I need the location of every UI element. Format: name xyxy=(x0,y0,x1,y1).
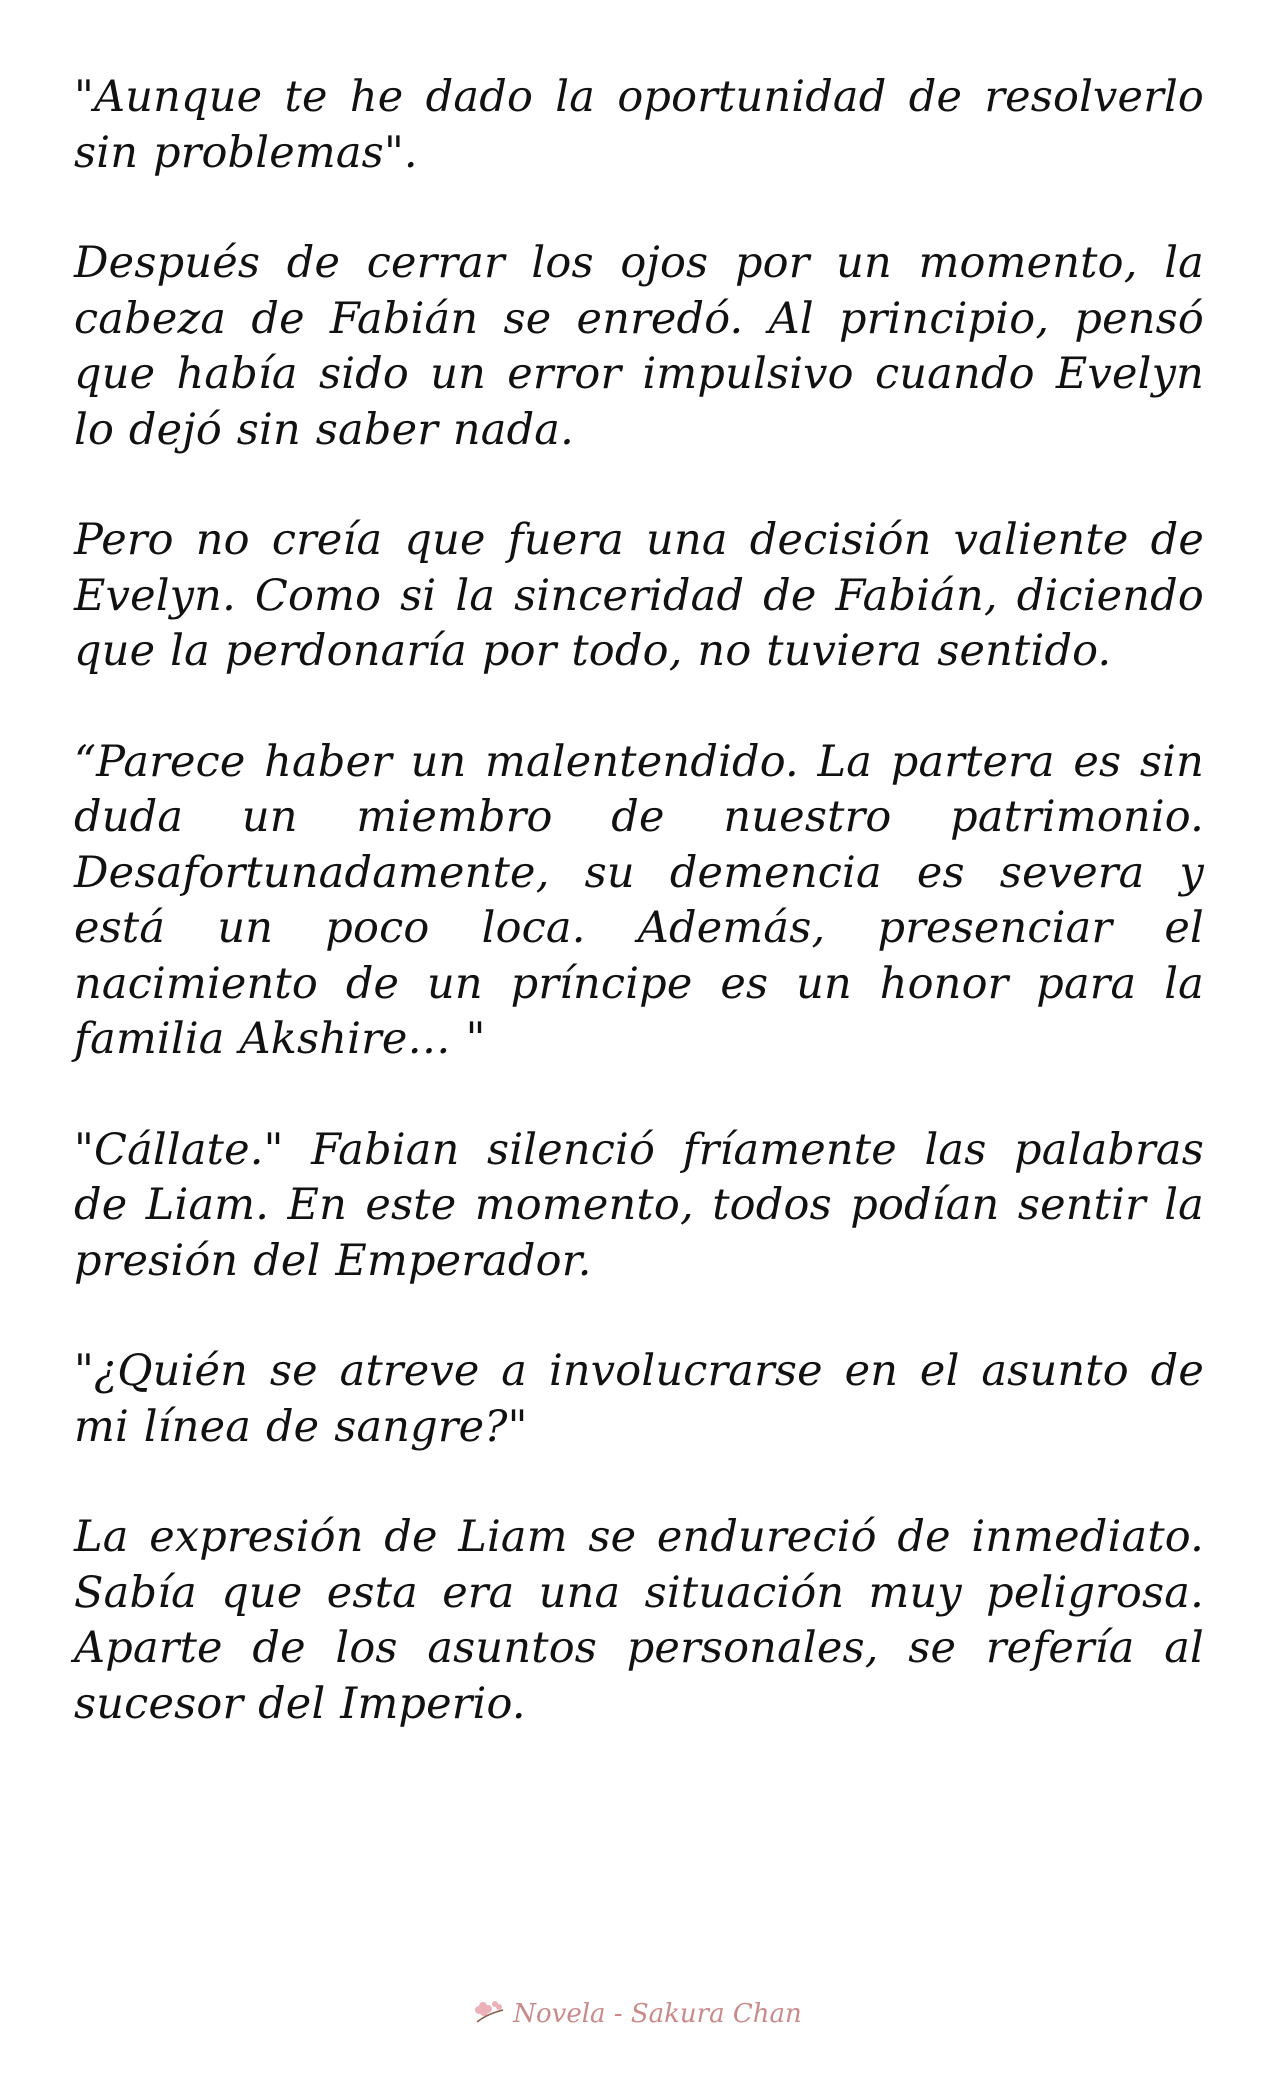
paragraph-4: “Parece haber un malentendido. La partera es sin duda un miembro de nuestro patrimonio. Desafortunadamente, su demencia es severa y está un poco loca. Además, presenciar el nacimiento de un príncipe es un honor para la familia Akshire… " xyxy=(74,736,1204,1064)
paragraph-1: "Aunque te he dado la oportunidad de resolverlo sin problemas". xyxy=(74,72,1204,178)
paragraph-6: "¿Quién se atreve a involucrarse en el asunto de mi línea de sangre?" xyxy=(74,1346,1204,1452)
document-body xyxy=(74,70,1204,1787)
paragraph-2: Después de cerrar los ojos por un momento, la cabeza de Fabián se enredó. Al principio, pensó que había sido un error impulsivo cuando Evelyn lo dejó sin saber nada. xyxy=(74,238,1204,455)
paragraph-7: La expresión de Liam se endureció de inmediato. Sabía que esta era una situación muy peligrosa. Aparte de los asuntos personales, se refería al sucesor del Imperio. xyxy=(74,1512,1204,1729)
watermark xyxy=(0,1998,1275,2029)
paragraph-5: "Cállate." Fabian silenció fríamente las palabras de Liam. En este momento, todos podían sentir la presión del Emperador. xyxy=(74,1124,1204,1286)
paragraph-3: Pero no creía que fuera una decisión valiente de Evelyn. Como si la sinceridad de Fabián, diciendo que la perdonaría por todo, no tuviera sentido. xyxy=(74,515,1204,676)
sakura-flower-icon xyxy=(473,1998,507,2026)
watermark-text: Novela - Sakura Chan xyxy=(513,1999,802,2029)
